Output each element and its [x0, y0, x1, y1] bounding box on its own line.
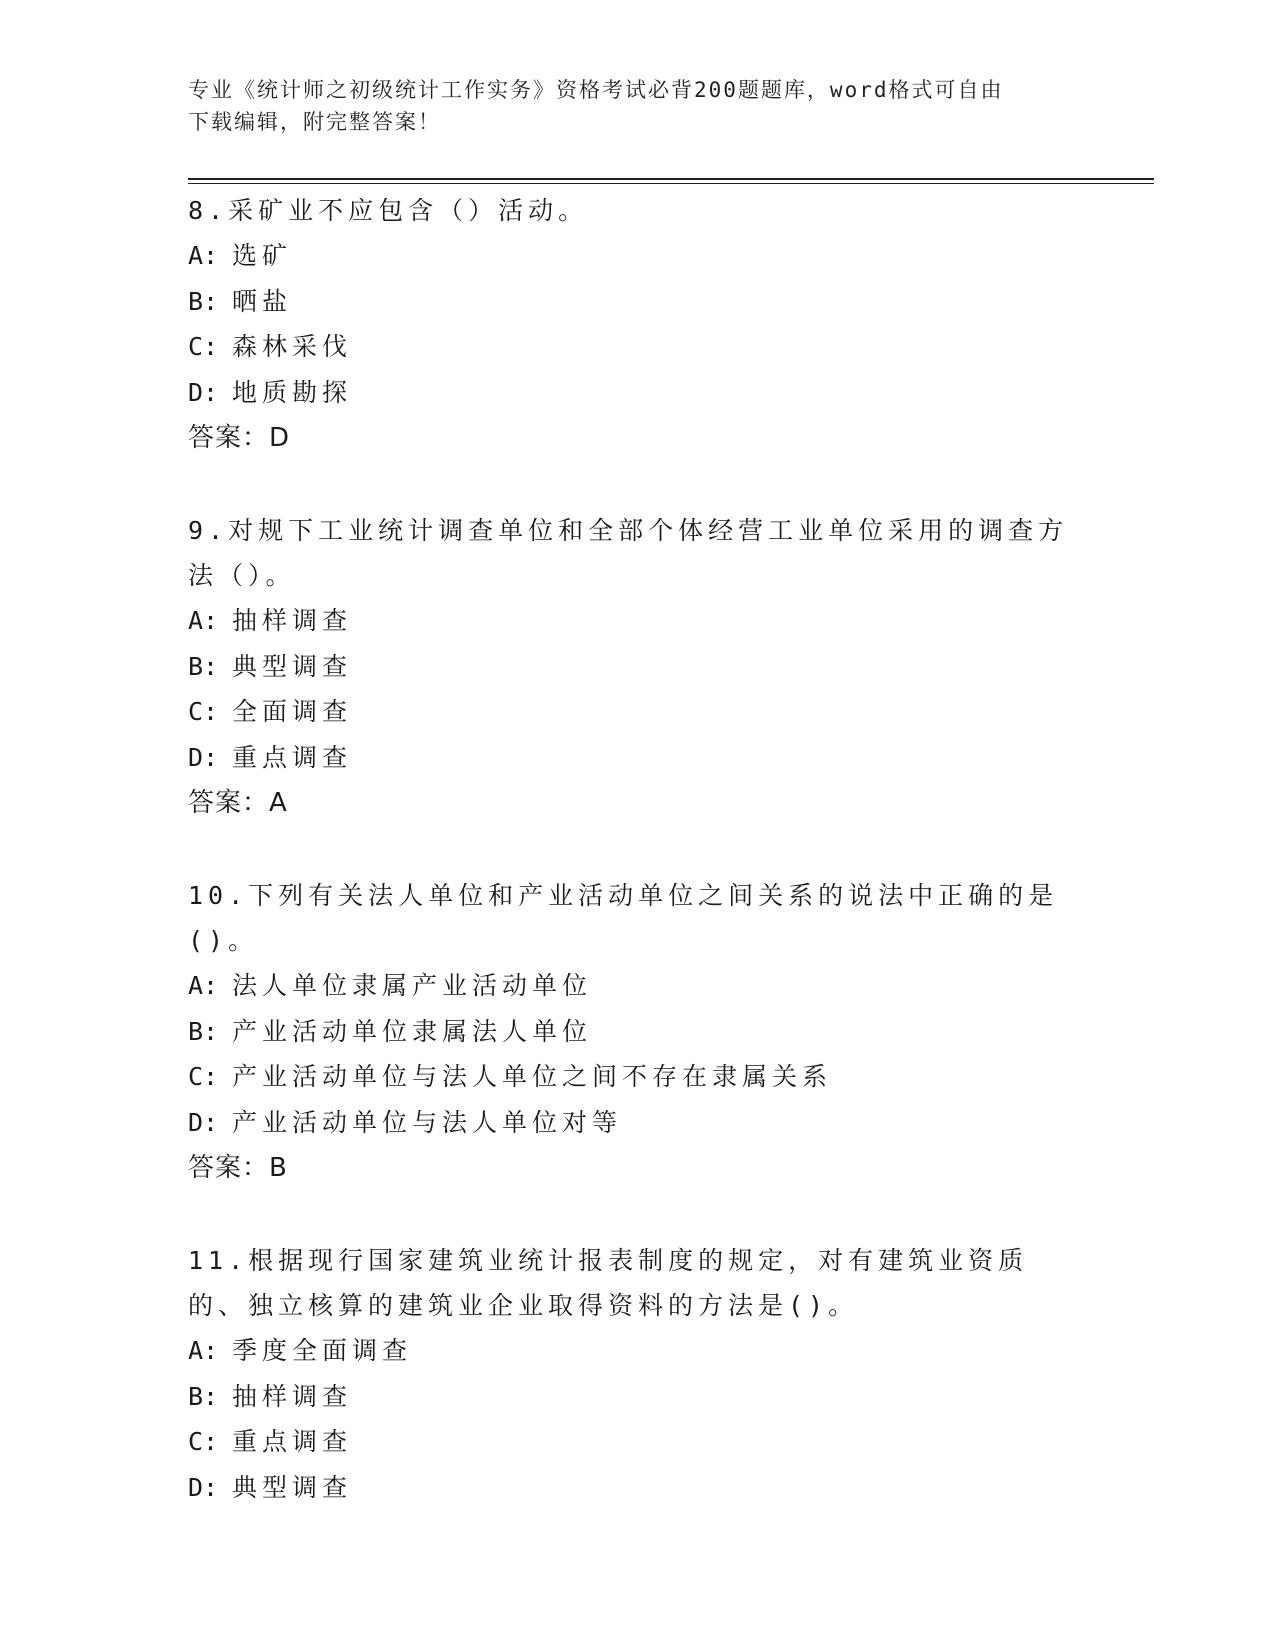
option-key: A: [188, 971, 219, 1000]
option-key: C: [188, 1427, 219, 1456]
option-c [188, 1054, 1088, 1100]
option-text: 地质勘探 [232, 377, 353, 407]
option-key: C: [188, 1062, 219, 1091]
option-key: A: [188, 606, 219, 635]
option-key: B: [188, 1016, 219, 1046]
option-key: A: [188, 1336, 219, 1365]
option-key: A: [188, 241, 219, 270]
document-header [188, 74, 1088, 138]
option-a [188, 598, 1088, 644]
option-key: B: [188, 286, 219, 316]
option-text: 全面调查 [232, 697, 353, 726]
option-d [188, 1465, 1088, 1511]
option-text: 选矿 [232, 241, 293, 270]
option-key: D: [188, 1472, 219, 1502]
option-text: 季度全面调查 [232, 1336, 413, 1365]
header-divider [188, 178, 1154, 180]
question-10 [188, 873, 1088, 1191]
option-key: D: [188, 377, 219, 407]
header-line-2: 下载编辑，附完整答案！ [188, 110, 441, 134]
option-text: 重点调查 [232, 1427, 353, 1456]
option-text: 晒盐 [232, 286, 293, 316]
option-c [188, 689, 1088, 735]
answer-line: 答案：A [188, 788, 288, 818]
option-text: 抽样调查 [232, 606, 353, 635]
header-line-1: 专业《统计师之初级统计工作实务》资格考试必背200题题库，word格式可自由 [188, 78, 1004, 102]
option-text: 重点调查 [232, 742, 353, 772]
option-text: 森林采伐 [232, 332, 353, 361]
question-list [188, 188, 1088, 1557]
option-key: D: [188, 742, 219, 772]
option-a [188, 233, 1088, 279]
option-b [188, 279, 1088, 325]
option-key: C: [188, 332, 219, 361]
question-stem: 9.对规下工业统计调查单位和全部个体经营工业单位采用的调查方法（）。 [188, 516, 1069, 590]
option-text: 产业活动单位与法人单位之间不存在隶属关系 [232, 1062, 833, 1091]
question-stem: 8.采矿业不应包含（）活动。 [188, 196, 589, 225]
option-c [188, 1419, 1088, 1465]
option-text: 产业活动单位隶属法人单位 [232, 1016, 593, 1046]
option-a [188, 1328, 1088, 1374]
header-divider-thin [188, 183, 1154, 184]
option-text: 产业活动单位与法人单位对等 [232, 1107, 623, 1137]
option-d [188, 1100, 1088, 1146]
question-stem: 10.下列有关法人单位和产业活动单位之间关系的说法中正确的是()。 [188, 881, 1059, 955]
option-d [188, 735, 1088, 781]
answer-line: 答案：D [188, 423, 291, 453]
question-9 [188, 508, 1088, 826]
option-text: 法人单位隶属产业活动单位 [232, 971, 593, 1000]
option-key: C: [188, 697, 219, 726]
option-key: D: [188, 1107, 219, 1137]
option-c [188, 324, 1088, 370]
option-b [188, 1009, 1088, 1055]
option-a [188, 963, 1088, 1009]
option-key: B: [188, 1381, 219, 1411]
question-8 [188, 188, 1088, 461]
option-d [188, 370, 1088, 416]
option-text: 典型调查 [232, 1472, 353, 1502]
option-key: B: [188, 651, 219, 681]
question-stem: 11.根据现行国家建筑业统计报表制度的规定，对有建筑业资质的、独立核算的建筑业企业取得资料的方法是()。 [188, 1246, 1029, 1320]
option-b [188, 1374, 1088, 1420]
answer-line: 答案：B [188, 1153, 288, 1183]
question-11 [188, 1238, 1088, 1510]
option-text: 典型调查 [232, 651, 353, 681]
option-text: 抽样调查 [232, 1381, 353, 1411]
option-b [188, 644, 1088, 690]
